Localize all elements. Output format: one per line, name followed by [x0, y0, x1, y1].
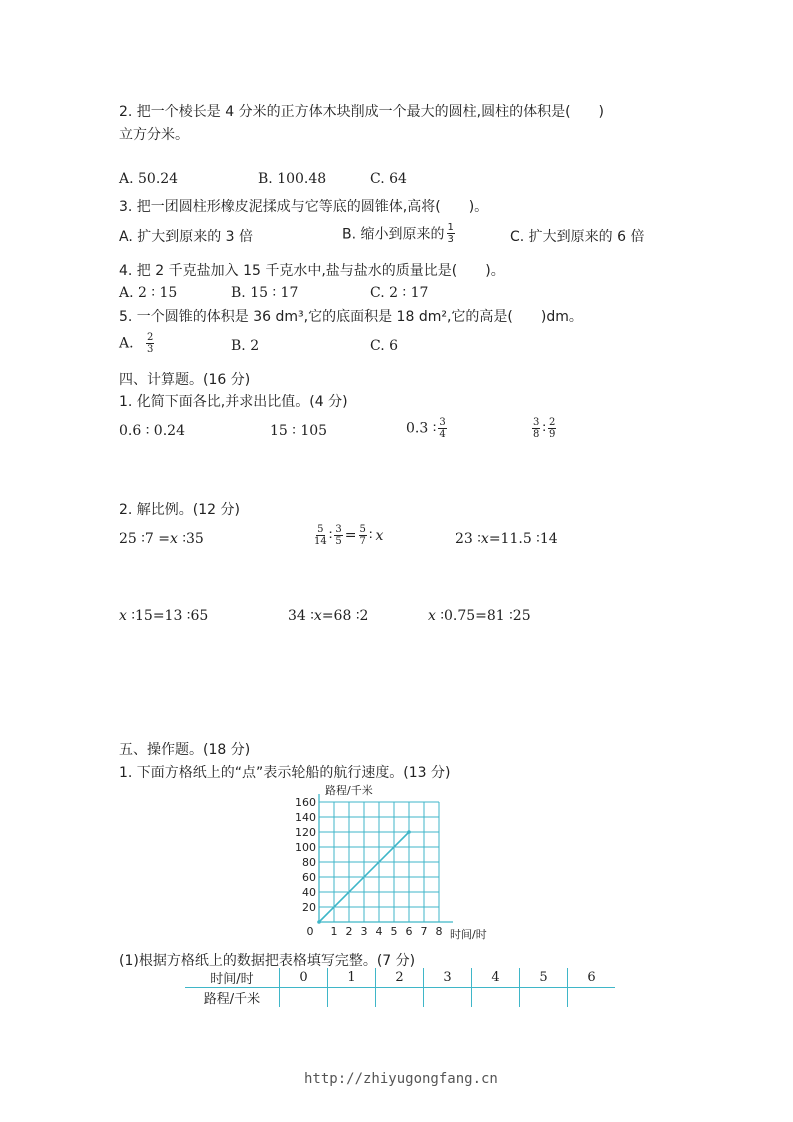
fraction-denominator: 8 [533, 429, 540, 440]
proportion-2 [312, 524, 383, 547]
section-5-q1-title: 1. 下面方格纸上的“点”表示轮船的航行速度。(13 分) [119, 765, 451, 781]
q2-option-c: C. 64 [370, 171, 407, 187]
proportion-3 [455, 531, 558, 547]
fraction-numerator: 2 [147, 332, 154, 343]
chart-x-axis-label: 时间/时 [450, 928, 487, 941]
table-cell-distance-blank [280, 988, 328, 1008]
proportion-6-rest: ∶0.75=81 ∶25 [435, 608, 531, 624]
variable-x: x [375, 527, 384, 544]
ratio-expr-4-fraction-1 [532, 417, 540, 440]
q5-option-b: B. 2 [231, 338, 260, 354]
table-cell-time: 2 [376, 968, 424, 988]
proportion-3-left: 23 ∶ [455, 531, 481, 547]
x-tick-label: 7 [420, 925, 428, 938]
ratio-expr-3 [406, 417, 449, 440]
table-cell-time: 4 [472, 968, 520, 988]
footer-url[interactable]: http://zhiyugongfang.cn [304, 1071, 498, 1087]
proportion-1-right: ∶35 [177, 531, 204, 547]
fraction-numerator: 2 [549, 417, 556, 428]
x-tick-label: 2 [345, 925, 353, 938]
table-cell-time: 3 [424, 968, 472, 988]
y-tick-label: 60 [302, 871, 316, 884]
x-tick-label: 4 [375, 925, 383, 938]
table-header-distance: 路程/千米 [185, 988, 280, 1008]
distance-time-chart [285, 782, 505, 942]
q2-line1: 2. 把一个棱长是 4 分米的正方体木块削成一个最大的圆柱,圆柱的体积是( ) [119, 104, 604, 120]
fraction-denominator: 4 [439, 429, 446, 440]
y-tick-label: 20 [302, 901, 316, 914]
q4-option-a: A. 2 ∶ 15 [119, 285, 178, 301]
table-header-time: 时间/时 [185, 968, 280, 988]
section-5-subq1: (1)根据方格纸上的数据把表格填写完整。(7 分) [119, 953, 416, 969]
section-4-q2-title: 2. 解比例。(12 分) [119, 502, 240, 518]
x-tick-label: 8 [435, 925, 443, 938]
y-tick-label: 140 [295, 811, 316, 824]
q2-option-a: A. 50.24 [119, 171, 179, 187]
q4-text: 4. 把 2 千克盐加入 15 千克水中,盐与盐水的质量比是( )。 [119, 263, 505, 279]
proportion-4-rest: ∶15=13 ∶65 [126, 608, 209, 624]
proportion-5-left: 34 ∶ [288, 608, 314, 624]
fraction-numerator: 5 [359, 524, 366, 535]
proportion-2-fraction-2 [334, 524, 342, 547]
fraction-denominator: 7 [359, 536, 366, 547]
variable-x: x [480, 531, 489, 547]
q5-option-a-fraction [146, 332, 154, 355]
x-tick-label: 5 [390, 925, 398, 938]
proportion-5 [288, 608, 368, 624]
y-tick-label: 100 [295, 841, 316, 854]
y-tick-label: 120 [295, 826, 316, 839]
proportion-4 [119, 608, 208, 624]
table-cell-distance-blank [328, 988, 376, 1008]
table-cell-distance-blank [568, 988, 616, 1008]
q5-option-a-label: A. [119, 335, 134, 352]
ratio-expr-4-fraction-2 [548, 417, 556, 440]
ratio-sign: ∶ [542, 420, 547, 437]
variable-x: x [170, 531, 178, 547]
q4-option-c: C. 2 ∶ 17 [370, 285, 429, 301]
fraction-denominator: 9 [549, 429, 556, 440]
section-4-title: 四、计算题。(16 分) [119, 372, 251, 388]
table-cell-time: 6 [568, 968, 616, 988]
proportion-2-fraction-3 [359, 524, 367, 547]
equals-sign: = [344, 527, 357, 544]
chart-x-ticks [307, 925, 443, 938]
y-tick-label: 40 [302, 886, 316, 899]
section-5-title: 五、操作题。(18 分) [119, 742, 251, 758]
data-point [407, 830, 411, 834]
q3-text: 3. 把一团圆柱形橡皮泥揉成与它等底的圆锥体,高将( )。 [119, 199, 489, 215]
fraction-numerator: 3 [439, 417, 446, 428]
chart-y-ticks [295, 796, 316, 914]
table-cell-time: 1 [328, 968, 376, 988]
proportion-6 [428, 608, 531, 624]
fraction-numerator: 1 [447, 222, 454, 233]
ratio-sign: ∶ [328, 527, 333, 544]
ratio-expr-2: 15 ∶ 105 [270, 423, 328, 439]
table-cell-distance-blank [376, 988, 424, 1008]
q3-option-c: C. 扩大到原来的 6 倍 [510, 229, 645, 245]
q5-option-c: C. 6 [370, 338, 399, 354]
fraction-numerator: 5 [317, 524, 324, 535]
ratio-expr-3-fraction [438, 417, 446, 440]
variable-x: x [313, 608, 322, 624]
fraction-numerator: 3 [533, 417, 540, 428]
x-tick-label: 6 [405, 925, 413, 938]
x-tick-label: 3 [360, 925, 368, 938]
ratio-sign: ∶ [368, 527, 373, 544]
y-tick-label: 80 [302, 856, 316, 869]
fraction-denominator: 5 [335, 536, 342, 547]
x-tick-label: 1 [330, 925, 338, 938]
section-4-q1-title: 1. 化简下面各比,并求出比值。(4 分) [119, 394, 348, 410]
table-cell-distance-blank [520, 988, 568, 1008]
table-cell-time: 5 [520, 968, 568, 988]
q5-text: 5. 一个圆锥的体积是 36 dm³,它的底面积是 18 dm²,它的高是( )dm。 [119, 309, 583, 325]
table-row-distance [185, 988, 615, 1008]
table-cell-distance-blank [424, 988, 472, 1008]
variable-x: x [119, 608, 127, 624]
fraction-numerator: 3 [335, 524, 342, 535]
ratio-expr-4 [530, 417, 558, 440]
q3-option-b-label: B. 缩小到原来的 [342, 226, 445, 243]
q4-option-b: B. 15 ∶ 17 [231, 285, 299, 301]
q3-option-a: A. 扩大到原来的 3 倍 [119, 229, 254, 245]
table-cell-time: 0 [280, 968, 328, 988]
proportion-2-fraction-1 [314, 524, 327, 547]
q5-option-a [119, 332, 156, 355]
ratio-expr-1: 0.6 ∶ 0.24 [119, 423, 185, 439]
y-tick-label: 160 [295, 796, 316, 809]
q3-option-b-fraction [447, 222, 455, 245]
proportion-3-right: =11.5 ∶14 [488, 531, 558, 547]
data-point [317, 920, 321, 924]
fraction-denominator: 3 [447, 234, 454, 245]
origin-label: 0 [306, 925, 314, 938]
variable-x: x [428, 608, 436, 624]
table-cell-distance-blank [472, 988, 520, 1008]
q3-option-b [342, 222, 457, 245]
distance-time-table [185, 968, 615, 1007]
fraction-denominator: 14 [314, 536, 327, 547]
q2-line2: 立方分米。 [119, 127, 189, 143]
q2-option-b: B. 100.48 [258, 171, 327, 187]
ratio-expr-3-lead: 0.3 ∶ [406, 420, 437, 437]
proportion-1 [119, 531, 204, 547]
proportion-1-left: 25 ∶7 = [119, 531, 170, 547]
proportion-5-right: =68 ∶2 [321, 608, 369, 624]
chart-y-axis-label: 路程/千米 [325, 784, 373, 797]
table-row-time [185, 968, 615, 988]
fraction-denominator: 3 [147, 344, 154, 355]
